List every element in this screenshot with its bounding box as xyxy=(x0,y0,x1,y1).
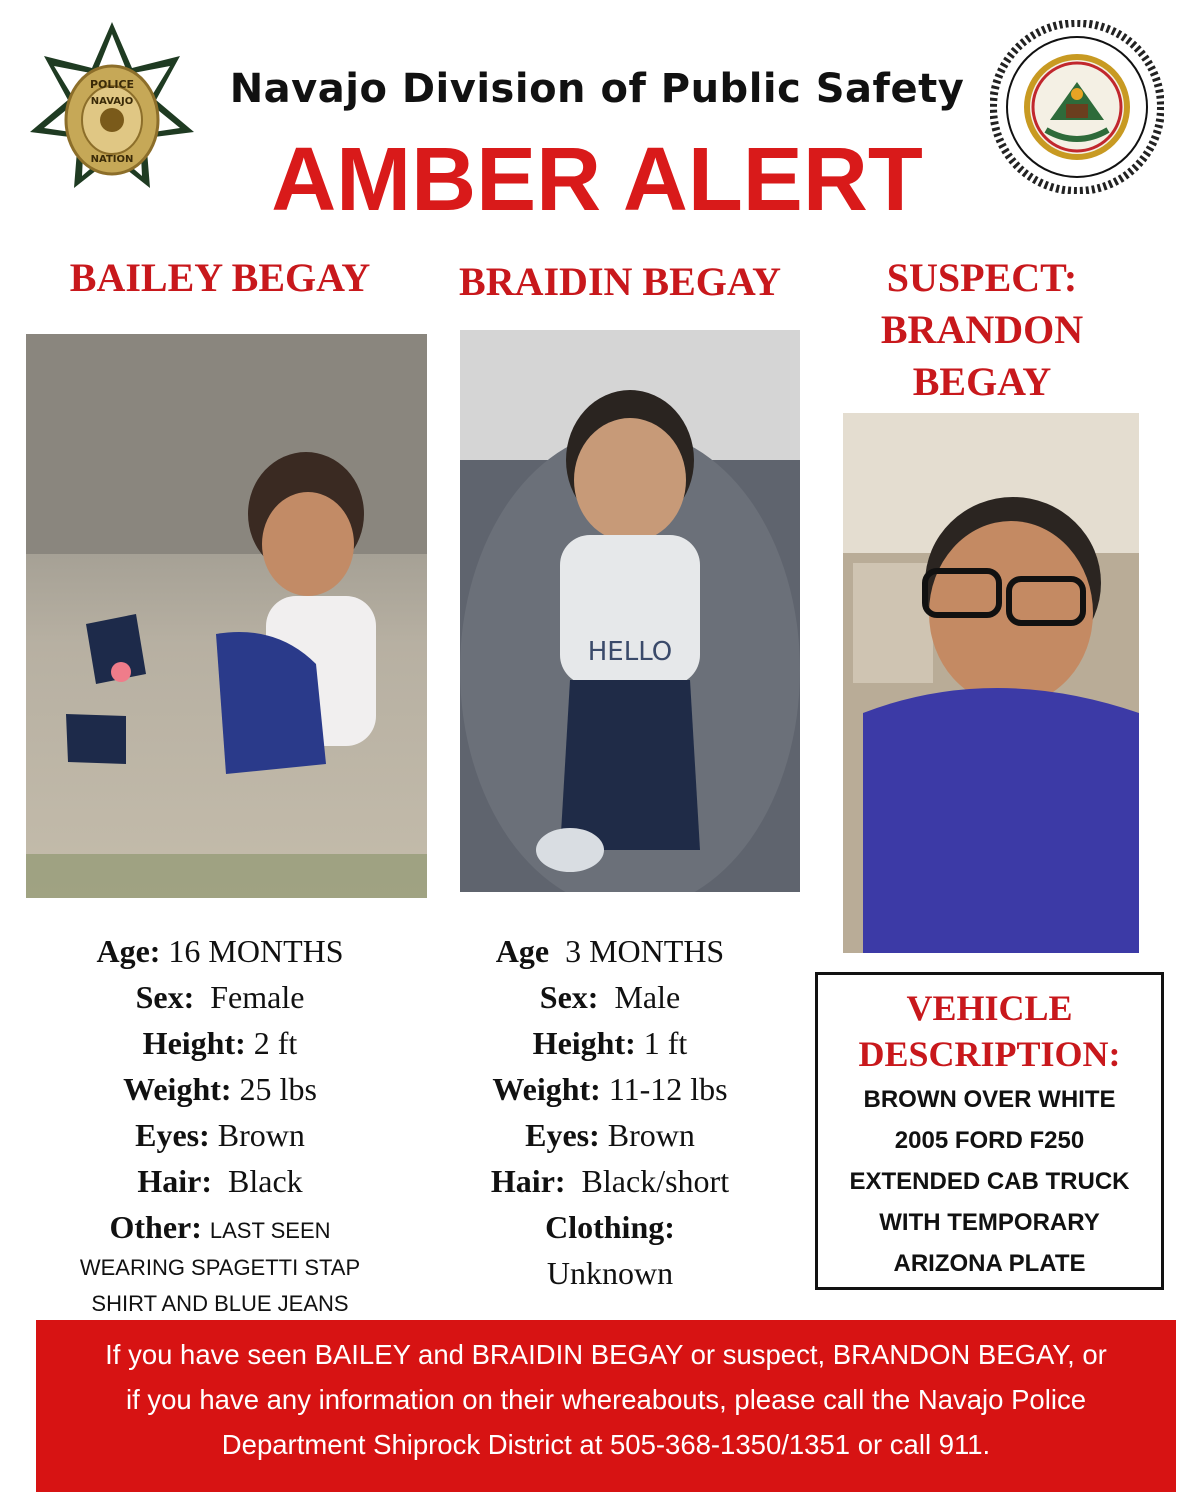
bailey-weight-row xyxy=(40,1066,400,1112)
braidin-eyes-label: Eyes: xyxy=(525,1117,600,1153)
bailey-hair-label: Hair: xyxy=(137,1163,212,1199)
amber-alert-title: AMBER ALERT xyxy=(271,130,923,230)
vehicle-title-line2: DESCRIPTION: xyxy=(858,1034,1121,1074)
braidin-height-value: 1 ft xyxy=(643,1025,688,1061)
bailey-age-value: 16 MONTHS xyxy=(168,933,344,969)
bailey-hair-value: Black xyxy=(228,1163,303,1199)
bailey-other-line3: SHIRT AND BLUE JEANS xyxy=(91,1291,349,1316)
vehicle-line-3: EXTENDED CAB TRUCK xyxy=(849,1168,1130,1195)
braidin-eyes-row xyxy=(430,1112,790,1158)
vehicle-title xyxy=(818,985,1161,1077)
braidin-sex-label: Sex: xyxy=(539,979,599,1015)
suspect-last-name: BEGAY xyxy=(912,359,1052,404)
bailey-weight-value: 25 lbs xyxy=(239,1071,317,1107)
braidin-age-row xyxy=(430,928,790,974)
bailey-other-row xyxy=(40,1204,400,1250)
footer-line-1: If you have seen BAILEY and BRAIDIN BEGAY or suspect, BRANDON BEGAY, or xyxy=(105,1339,1107,1370)
braidin-height-row xyxy=(430,1020,790,1066)
suspect-label: SUSPECT: xyxy=(886,255,1078,300)
bailey-eyes-row xyxy=(40,1112,400,1158)
braidin-details xyxy=(430,928,790,1296)
footer-line-2: if you have any information on their whereabouts, please call the Navajo Police xyxy=(125,1384,1086,1415)
suspect-heading xyxy=(840,252,1124,408)
bailey-height-label: Height: xyxy=(142,1025,246,1061)
bailey-sex-label: Sex: xyxy=(135,979,195,1015)
bailey-sex-value: Female xyxy=(210,979,305,1015)
braidin-clothing-value: Unknown xyxy=(546,1255,674,1291)
bailey-height-value: 2 ft xyxy=(253,1025,298,1061)
braidin-sex-value: Male xyxy=(614,979,681,1015)
braidin-age-value: 3 MONTHS xyxy=(565,933,725,969)
bailey-eyes-label: Eyes: xyxy=(135,1117,210,1153)
braidin-hair-row xyxy=(430,1158,790,1204)
bailey-eyes-value: Brown xyxy=(217,1117,305,1153)
braidin-height-label: Height: xyxy=(532,1025,636,1061)
vehicle-title-line1: VEHICLE xyxy=(906,988,1073,1028)
suspect-photo xyxy=(843,413,1139,953)
badge-text-bottom: NATION xyxy=(90,154,134,165)
child-name-braidin: BRAIDIN BEGAY xyxy=(459,259,781,304)
footer-line-3: Department Shiprock District at 505-368-1350/1351 or call 911. xyxy=(221,1429,991,1460)
badge-text-top: POLICE xyxy=(89,78,135,91)
braidin-age-label: Age xyxy=(495,933,550,969)
braidin-sex-row xyxy=(430,974,790,1020)
braidin-weight-value: 11-12 lbs xyxy=(608,1071,728,1107)
braidin-photo xyxy=(460,330,800,892)
bailey-age-row xyxy=(40,928,400,974)
organization-name: Navajo Division of Public Safety xyxy=(229,66,965,112)
vehicle-line-2: 2005 FORD F250 xyxy=(894,1127,1085,1154)
bailey-other-label: Other: xyxy=(109,1209,202,1245)
suspect-first-name: BRANDON xyxy=(880,307,1084,352)
bailey-sex-row xyxy=(40,974,400,1020)
braidin-weight-row xyxy=(430,1066,790,1112)
bailey-other-line2: WEARING SPAGETTI STAP xyxy=(79,1255,361,1280)
braidin-eyes-value: Brown xyxy=(607,1117,695,1153)
vehicle-line-5: ARIZONA PLATE xyxy=(893,1250,1086,1277)
vehicle-description-box xyxy=(815,972,1164,1290)
vehicle-line-4: WITH TEMPORARY xyxy=(879,1209,1100,1236)
vehicle-line-1: BROWN OVER WHITE xyxy=(863,1086,1116,1113)
braidin-weight-label: Weight: xyxy=(492,1071,601,1107)
bailey-other-line1: LAST SEEN xyxy=(209,1218,331,1243)
onesie-text: HELLO xyxy=(587,637,673,667)
bailey-details xyxy=(40,928,400,1322)
bailey-hair-row xyxy=(40,1158,400,1204)
bailey-photo xyxy=(26,334,427,898)
bailey-height-row xyxy=(40,1020,400,1066)
badge-text-mid: NAVAJO xyxy=(90,96,134,107)
child-name-bailey: BAILEY BEGAY xyxy=(69,255,371,300)
braidin-hair-label: Hair: xyxy=(490,1163,566,1199)
bailey-age-label: Age: xyxy=(96,933,161,969)
braidin-hair-value: Black/short xyxy=(581,1163,730,1199)
bailey-weight-label: Weight: xyxy=(123,1071,232,1107)
contact-footer xyxy=(36,1320,1176,1492)
braidin-clothing-label: Clothing: xyxy=(545,1209,675,1245)
